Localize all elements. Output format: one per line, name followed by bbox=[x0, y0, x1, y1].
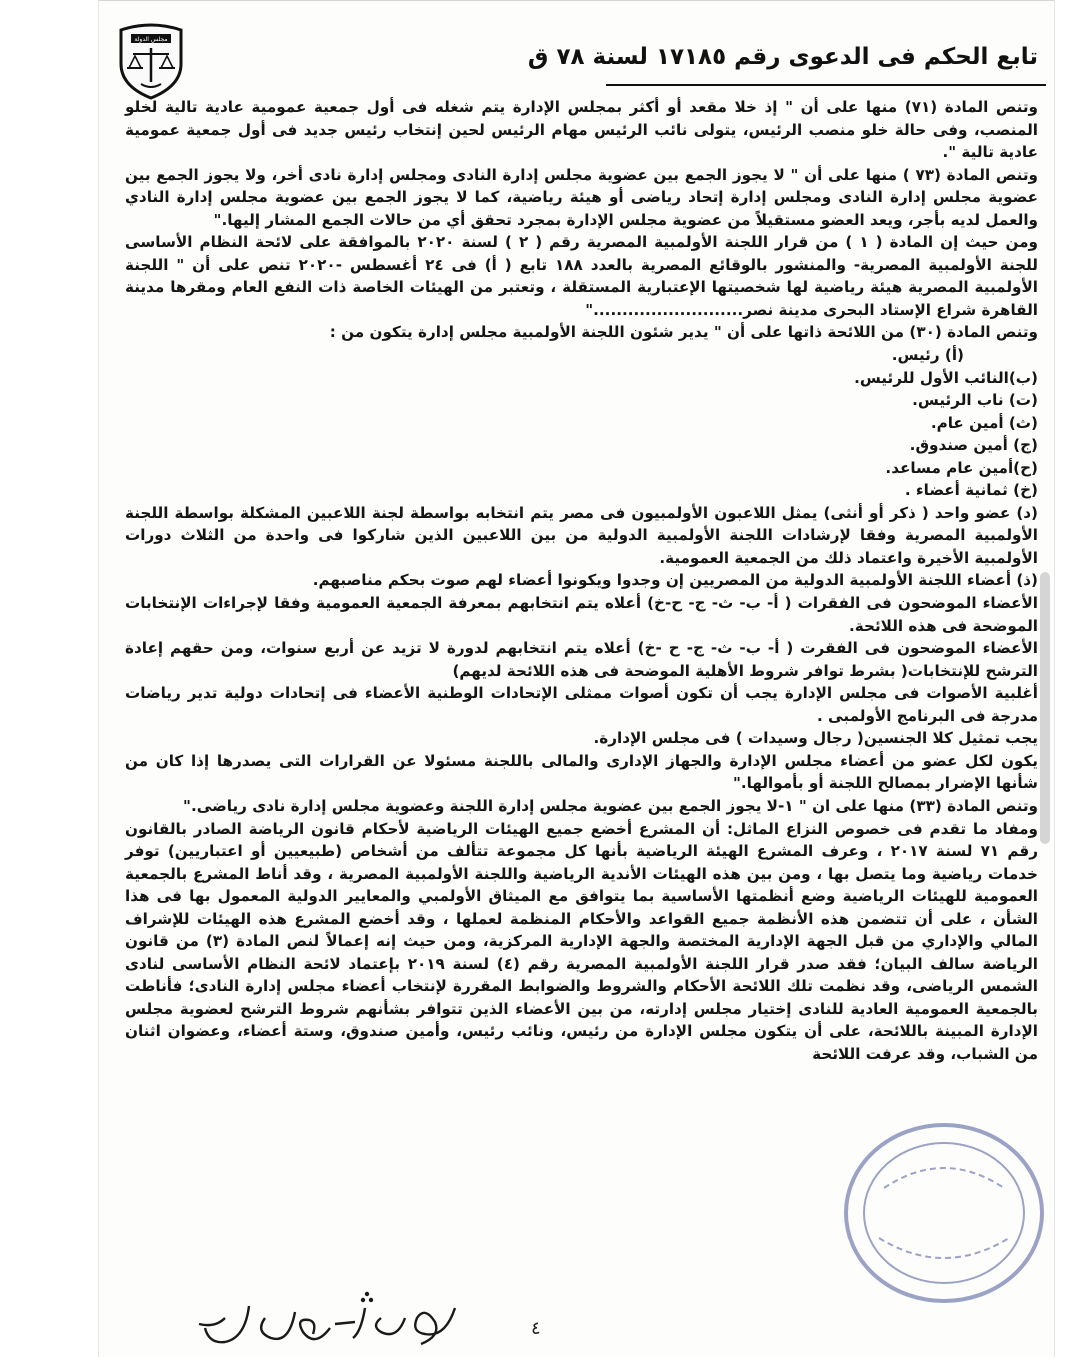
paragraph-article-30: وتنص المادة (٣٠) من اللائحة ذاتها على أن " يدير شئون اللجنة الأولمبية مجلس إدارة يتكون من : bbox=[329, 323, 1038, 342]
header-underline bbox=[606, 84, 1046, 86]
paragraph-election-members: الأعضاء الموضحون فى الفقرات ( أ- ب- ث- ج- ح-خ) أعلاه يتم انتخابهم بمعرفة الجمعية العمومية وفقا لإجراءات الإنتخابات الموضحة فى هذه اللائحة. bbox=[125, 594, 1038, 635]
judgment-body bbox=[125, 96, 1038, 1066]
paragraph-conclusion: ومفاد ما تقدم فى خصوص النزاع الماثل: أن المشرع أخضع جميع الهيئات الرياضية لأحكام قانون الرياضة الصادر بالقانون رقم ٧١ لسنة ٢٠١٧ ، وعرف المشرع الهيئة الرياضية بأنها كل مجموعة تتألف من أشخاص (طبيعيين أو اعتباريين) توفر خدمات رياضية وما يتصل بها ، ومن بين هذه الهيئات الأندية الرياضية واللجنة الأولمبية المصرية ، وقد أناط المشرع بالجمعية العمومية للهيئات الرياضية وضع أنظمتها الأساسية بما يتوافق مع الميثاق الأولمبي والمعايير الدولية المعمول بها فى هذا الشأن ، على أن تتضمن هذه الأنظمة جميع القواعد والأحكام المنظمة لعملها ، وقد أخضع المشرع هذه الهيئات للإشراف المالي والإداري من قبل الجهة الإدارية المختصة والجهة الإدارية المركزية، ومن حيث إنه إعمالاً لنص المادة (٣) من قانون الرياضة سالف البيان؛ فقد صدر قرار اللجنة الأولمبية المصرية رقم (٤) لسنة ٢٠١٩ بإعتماد لائحة النظام الأساسى لنادى الشمس الرياضى، وقد نظمت تلك اللائحة الأحكام والشروط والضوابط المقررة لإنتخاب أعضاء مجلس إدارة النادى؛ فأناطت بالجمعية العمومية العادية للنادى إختيار مجلس إدارته، من بين الأعضاء الذين تتوافر بشأنهم شروط الترشح لعضوية مجلس الإدارة المبينة باللائحة، على أن يتكون مجلس الإدارة من رئيس، ونائب رئيس، وأمين صندوق، وستة أعضاء، وعضوان اثنان من الشباب، وقد عرفت اللائحة bbox=[125, 819, 1039, 1063]
official-stamp-icon bbox=[839, 1118, 1049, 1308]
list-item: (خ) ثمانية أعضاء . bbox=[904, 481, 1038, 500]
paragraph-olympic-decree: ومن حيث إن المادة ( ١ ) من قرار اللجنة الأولمبية المصرية رقم ( ٢ ) لسنة ٢٠٢٠ بالموافقة على لائحة النظام الأساسى للجنة الأولمبية المصرية- والمنشور بالوقائع المصرية بالعدد ١٨٨ تابع ( أ) فى ٢٤ أغسطس -٢٠٢٠ تنص على أن " اللجنة الأولمبية المصرية هيئة رياضية لها شخصيتها الإعتبارية المستقلة ، وتعتبر من الهيئات الخاصة ذات النفع العام ومقرها مدينة القاهرة شراع الإستاد البحرى مدينة نصر.........................." bbox=[125, 233, 1038, 319]
paragraph-majority-votes: أغلبية الأصوات فى مجلس الإدارة يجب أن تكون أصوات ممثلى الإتحادات الوطنية الأعضاء فى إتحادات دولية تدير رياضات مدرجة فى البرنامج الأولمبى . bbox=[125, 684, 1038, 725]
document-page bbox=[98, 0, 1055, 1357]
list-item: (أ) رئيس. bbox=[891, 346, 964, 365]
list-item: (ت) ناب الرئيس. bbox=[912, 391, 1038, 410]
court-logo-icon bbox=[115, 20, 187, 100]
list-item: (ح)أمين عام مساعد. bbox=[885, 458, 1038, 477]
list-item: (ج) أمين صندوق. bbox=[909, 436, 1038, 455]
paragraph-article-71: وتنص المادة (٧١) منها على أن " إذ خلا مقعد أو أكثر بمجلس الإدارة يتم شغله فى أول جمعية عمومية عادية تالية لخلو المنصب، وفى حالة خلو منصب الرئيس، يتولى نائب الرئيس مهام الرئيس لحين إنتخاب رئيس جديد فى أول جمعية عمومية عادية تالية ". bbox=[125, 98, 1038, 162]
paragraph-athlete-member: (د) عضو واحد ( ذكر أو أنثى) يمثل اللاعبون الأولمبيون فى مصر يتم انتخابه بواسطة لجنة اللاعبين المشكلة بواسطة اللجنة الأولمبية المصرية وفقا لإرشادات اللجنة الأولمبية الدولية من بين اللاعبين الذين شاركوا فى واحدة من الثلاث دورات الأولمبية الأخيرة واعتماد ذلك من الجمعية العمومية. bbox=[125, 503, 1038, 567]
paragraph-member-liability: يكون لكل عضو من أعضاء مجلس الإدارة والجهاز الإدارى والمالى باللجنة مسئولا عن القرارات التى يصدرها إذا كان من شأنها الإضرار بمصالح اللجنة أو بأموالها." bbox=[125, 751, 1038, 793]
paragraph-article-73: وتنص المادة (٧٣ ) منها على أن " لا يجوز الجمع بين عضوية مجلس إدارة النادى ومجلس إدارة نادى أخر، ولا يجوز الجمع بين عضوية مجلس إدارة النادى ومجلس إدارة إتحاد رياضى أو هيئة رياضية، كما لا يجوز الجمع بين عضوية مجلس إدارة النادي والعمل لديه بأجر، ويعد العضو مستقيلاً من عضوية مجلس الإدارة بمجرد تحقق أي من حالات الجمع المشار إليها." bbox=[125, 165, 1038, 229]
svg-text:مجلس الدولة: مجلس الدولة bbox=[134, 36, 168, 43]
paragraph-article-33: وتنص المادة (٣٣) منها على ان " ١-لا يجوز الجمع بين عضوية مجلس إدارة اللجنة وعضوية مجلس إدارة نادى رياضى." bbox=[183, 796, 1038, 815]
signature-icon bbox=[185, 1288, 475, 1358]
list-item: (ب)النائب الأول للرئيس. bbox=[854, 368, 1038, 387]
page-number: ٤ bbox=[531, 1318, 541, 1339]
list-item: (ث) أمين عام. bbox=[930, 413, 1038, 432]
paragraph-term-limit: الأعضاء الموضحون فى الفقرت ( أ- ب- ث- ج- ح -خ) أعلاه يتم انتخابهم لدورة لا تزيد عن أربع سنوات، ومن حقهم إعادة الترشح للإنتخابات( بشرط توافر شروط الأهلية الموضحة فى هذه اللائحة لديهم) bbox=[125, 639, 1038, 680]
vertical-scrollbar[interactable] bbox=[1040, 572, 1050, 844]
judgment-header: تابع الحكم فى الدعوى رقم ١٧١٨٥ لسنة ٧٨ ق bbox=[527, 44, 1038, 70]
paragraph-ioc-members: (ذ) أعضاء اللجنة الأولمبية الدولية من المصريين إن وجدوا ويكونوا أعضاء لهم صوت بحكم مناصبهم. bbox=[312, 571, 1038, 590]
paragraph-gender-representation: يجب تمثيل كلا الجنسين( رجال وسيدات ) فى مجلس الإدارة. bbox=[593, 729, 1038, 748]
